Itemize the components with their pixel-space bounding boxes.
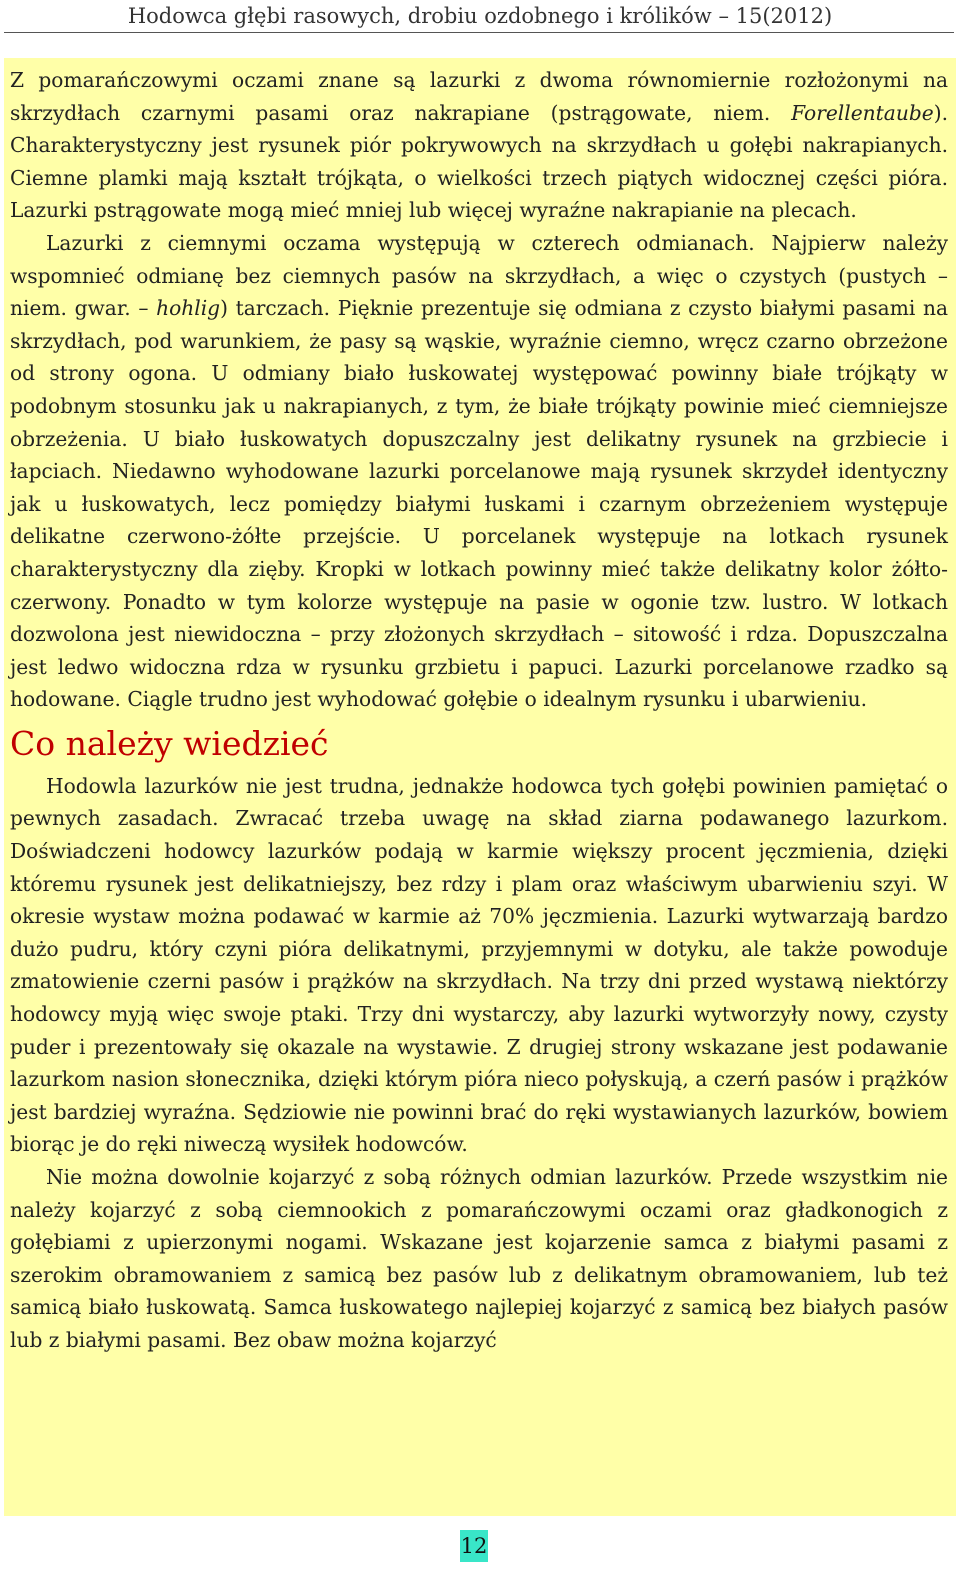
section-heading: Co należy wiedzieć [10,723,329,763]
paragraph-text: Lazurki z ciemnymi oczama występują w czterech odmianach. Najpierw należy wspomnieć odmianę bez ciemnych pasów na skrzydłach, a więc o czystych (pustych – niem. gwar. – [10,230,948,321]
header-rule [4,32,954,33]
german-term: hohlig [156,296,221,321]
page-body [4,58,956,1516]
running-header: Hodowca głębi rasowych, drobiu ozdobnego i królików – 15(2012) [127,4,833,28]
paragraph-text: ). Charakterystyczny jest rysunek piór pokrywowych na skrzydłach u gołębi nakrapianych. Ciemne plamki mają kształt trójkąta, o wielkości trzech piątych widocznej części pióra. Lazurki pstrągowate mogą mieć mniej lub więcej wyraźne nakrapianie na plecach. [10,100,948,223]
paragraph-text: Z pomarańczowymi oczami znane są lazurki z dwoma równomiernie rozłożonymi na skrzydłach czarnymi pasami oraz nakrapiane (pstrągowate, niem. [10,68,948,125]
paragraph-breeding: Hodowla lazurków nie jest trudna, jednakże hodowca tych gołębi powinien pamiętać o pewnych zasadach. Zwracać trzeba uwagę na skład ziarna podawanego lazurkom. Doświadczeni hodowcy lazurków podają w karmie większy procent jęczmienia, dzięki któremu rysunek jest delikatniejszy, bez rdzy i plam oraz właściwym ubarwieniu szyi. W okresie wystaw można podawać w karmie aż 70% jęczmienia. Lazurki wytwarzają bardzo dużo pudru, który czyni pióra delikatnymi, przyjemnymi w dotyku, ale także powoduje zmatowienie czerni pasów i prążków na skrzydłach. Na trzy dni przed wystawą niektórzy hodowcy myją więc swoje ptaki. Trzy dni wystarczy, aby lazurki wytworzyły nowy, czysty puder i prezentowały się okazale na wystawie. Z drugiej strony wskazane jest podawanie lazurkom nasion słonecznika, dzięki którym pióra nieco połyskują, a czerń pasów i prążków jest bardziej wyraźna. Sędziowie nie powinni brać do ręki wystawianych lazurków, bowiem biorąc je do ręki niweczą wysiłek hodowców. [10,773,948,1157]
paragraph-pairing: Nie można dowolnie kojarzyć z sobą różnych odmian lazurków. Przede wszystkim nie należy kojarzyć z sobą ciemnookich z pomarańczowymi oczami oraz gładkonogich z gołębiami z upierzonymi nogami. Wskazane jest kojarzenie samca z białymi pasami z szerokim obramowaniem z samicą bez pasów lub z delikatnym obramowaniem, lub też samicą biało łuskowatą. Samca łuskowatego najlepiej kojarzyć z samicą bez białych pasów lub z białymi pasami. Bez obaw można kojarzyć [10,1165,948,1352]
german-term: Forellentaube [791,100,934,125]
paragraph-text: ) tarczach. Pięknie prezentuje się odmiana z czysto białymi pasami na skrzydłach, pod warunkiem, że pasy są wąskie, wyraźnie ciemno, wręcz czarno obrzeżone od strony ogona. U odmiany biało łuskowatej występować powinny białe trójkąty w podobnym stosunku jak u nakrapianych, z tym, że białe trójkąty powinie mieć ciemniejsze obrzeżenia. U biało łuskowatych dopuszczalny jest delikatny rysunek na grzbiecie i łapciach. Niedawno wyhodowane lazurki porcelanowe mają rysunek skrzydeł identyczny jak u łuskowatych, lecz pomiędzy białymi łuskami i czarnym obrzeżeniem występuje delikatne czerwono-żółte przejście. U porcelanek występuje na lotkach rysunek charakterystyczny dla zięby. Kropki w lotkach powinny mieć także delikatny kolor żółto-czerwony. Ponadto w tym kolorze występuje na pasie w ogonie tzw. lustro. W lotkach dozwolona jest niewidoczna – przy złożonych skrzydłach – sitowość i rdza. Dopuszczalna jest ledwo widoczna rdza w rysunku grzbietu i papuci. Lazurki porcelanowe rzadko są hodowane. Ciągle trudno jest wyhodować gołębie o idealnym rysunku i ubarwieniu. [10,296,948,712]
paragraph-orange-eyes [10,64,948,227]
page-number: 12 [460,1530,488,1562]
article-column [10,64,948,1357]
paragraph-dark-eyes [10,227,948,716]
